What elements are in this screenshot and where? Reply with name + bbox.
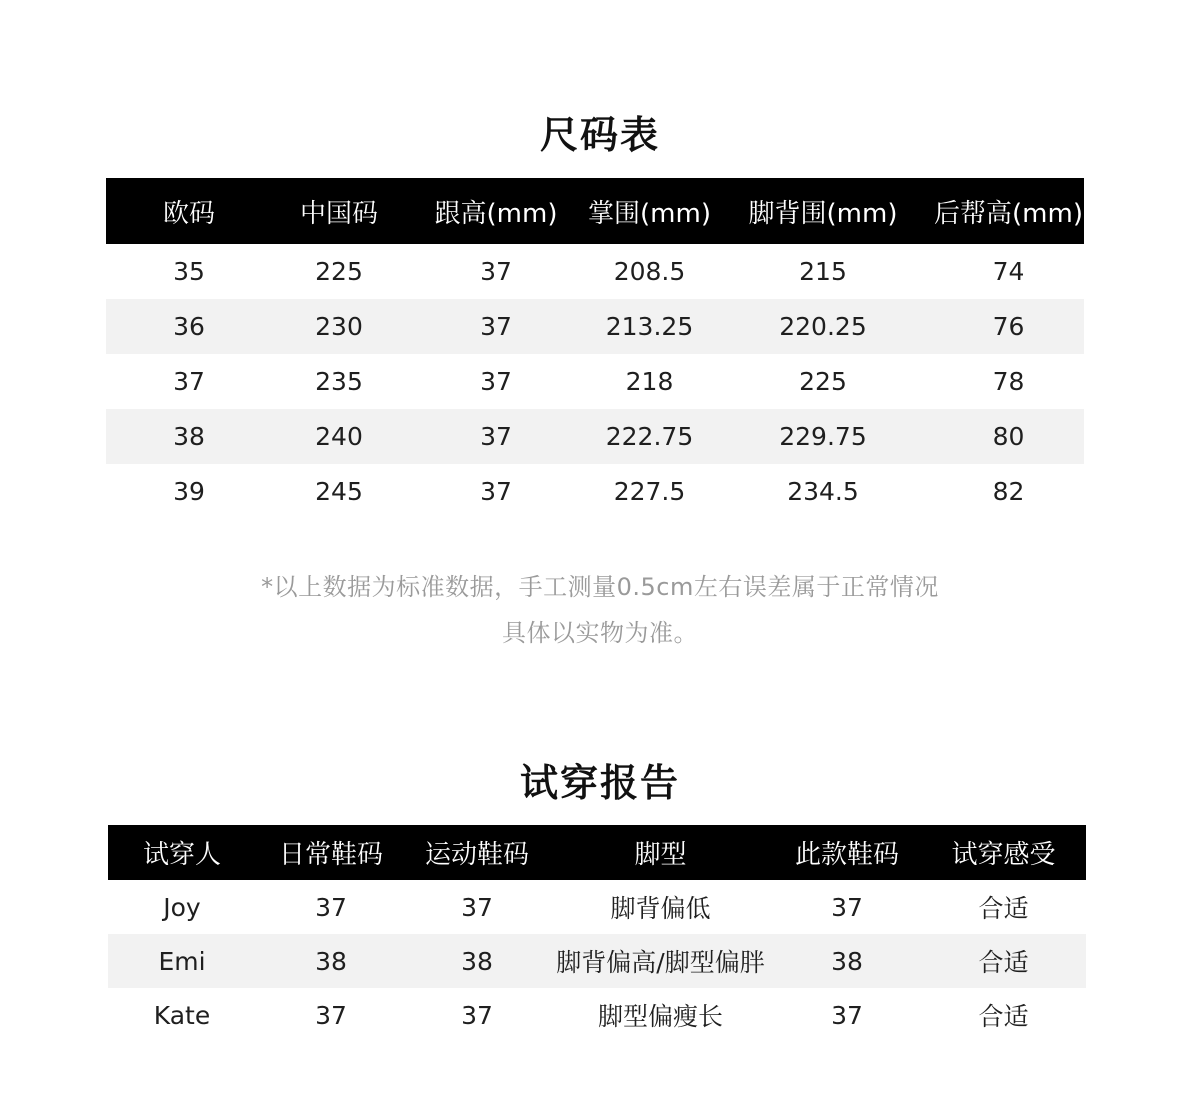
cell-this-model-size: 38 <box>773 934 921 988</box>
table-row <box>108 880 1086 934</box>
header-cn-size: 中国码 <box>272 178 406 244</box>
cell-heel-height: 37 <box>480 367 512 396</box>
cell-ball-girth: 208.5 <box>613 257 686 286</box>
cell-heel-height: 37 <box>480 477 512 506</box>
fit-report-table <box>108 825 1086 1042</box>
cell-cn-size: 245 <box>315 477 363 506</box>
size-chart-title: 尺码表 <box>539 113 660 157</box>
header-daily-size: 日常鞋码 <box>256 825 406 880</box>
header-fit-feeling: 试穿感受 <box>921 825 1086 880</box>
cell-tester: Kate <box>153 1000 211 1030</box>
table-row <box>108 934 1086 988</box>
cell-fit-feeling: 合适 <box>978 894 1029 923</box>
cell-heel-height: 37 <box>406 409 586 464</box>
cell-ball-girth: 222.75 <box>586 409 713 464</box>
fit-report-title: 试穿报告 <box>519 761 680 805</box>
header-foot-type: 脚型 <box>548 825 773 880</box>
cell-daily-size: 38 <box>256 934 406 988</box>
cell-eu-size: 37 <box>173 367 205 396</box>
cell-eu-size: 35 <box>173 257 205 286</box>
cell-heel-height: 37 <box>406 299 586 354</box>
table-row <box>106 464 1084 519</box>
cell-instep-girth: 215 <box>799 257 847 286</box>
cell-fit-feeling: 合适 <box>921 934 1086 988</box>
cell-eu-size: 39 <box>173 477 205 506</box>
table-row <box>106 409 1084 464</box>
cell-daily-size: 37 <box>315 892 347 922</box>
header-eu-size: 欧码 <box>106 178 272 244</box>
size-chart-table <box>106 178 1084 519</box>
header-sport-size: 运动鞋码 <box>406 825 548 880</box>
cell-tester: Emi <box>108 934 256 988</box>
header-instep-girth: 脚背围(mm) <box>713 178 933 244</box>
cell-cn-size: 235 <box>315 367 363 396</box>
header-tester: 试穿人 <box>108 825 256 880</box>
cell-back-height: 80 <box>933 409 1084 464</box>
header-back-height: 后帮高(mm) <box>933 178 1084 244</box>
cell-fit-feeling: 合适 <box>978 1002 1029 1031</box>
cell-sport-size: 38 <box>406 934 548 988</box>
cell-instep-girth: 229.75 <box>713 409 933 464</box>
cell-heel-height: 37 <box>480 257 512 286</box>
table-row <box>106 354 1084 409</box>
cell-cn-size: 230 <box>272 299 406 354</box>
table-row <box>106 244 1084 299</box>
disclaimer-note-line2: 具体以实物为准。 <box>502 619 698 647</box>
cell-daily-size: 37 <box>315 1000 347 1030</box>
cell-instep-girth: 225 <box>799 367 847 396</box>
cell-ball-girth: 227.5 <box>613 477 686 506</box>
cell-back-height: 74 <box>992 257 1025 286</box>
cell-eu-size: 38 <box>106 409 272 464</box>
cell-sport-size: 37 <box>461 892 493 922</box>
cell-back-height: 78 <box>992 367 1025 396</box>
cell-this-model-size: 37 <box>831 892 863 922</box>
cell-tester: Joy <box>163 892 201 922</box>
size-chart-header-row <box>106 178 1084 244</box>
cell-sport-size: 37 <box>461 1000 493 1030</box>
cell-foot-type: 脚背偏低 <box>610 894 711 923</box>
cell-foot-type: 脚型偏瘦长 <box>597 1002 723 1031</box>
cell-ball-girth: 213.25 <box>586 299 713 354</box>
table-row <box>106 299 1084 354</box>
cell-instep-girth: 234.5 <box>787 477 859 506</box>
fit-report-header-row <box>108 825 1086 880</box>
cell-cn-size: 240 <box>272 409 406 464</box>
cell-ball-girth: 218 <box>625 367 674 396</box>
table-row <box>108 988 1086 1042</box>
disclaimer-note-line1: *以上数据为标准数据，手工测量0.5cm左右误差属于正常情况 <box>261 573 939 601</box>
header-ball-girth: 掌围(mm) <box>586 178 713 244</box>
cell-back-height: 76 <box>933 299 1084 354</box>
cell-eu-size: 36 <box>106 299 272 354</box>
header-this-model-size: 此款鞋码 <box>773 825 921 880</box>
header-heel-height: 跟高(mm) <box>406 178 586 244</box>
cell-foot-type: 脚背偏高/脚型偏胖 <box>548 934 773 988</box>
cell-this-model-size: 37 <box>831 1000 863 1030</box>
cell-instep-girth: 220.25 <box>713 299 933 354</box>
cell-back-height: 82 <box>992 477 1025 506</box>
cell-cn-size: 225 <box>315 257 363 286</box>
